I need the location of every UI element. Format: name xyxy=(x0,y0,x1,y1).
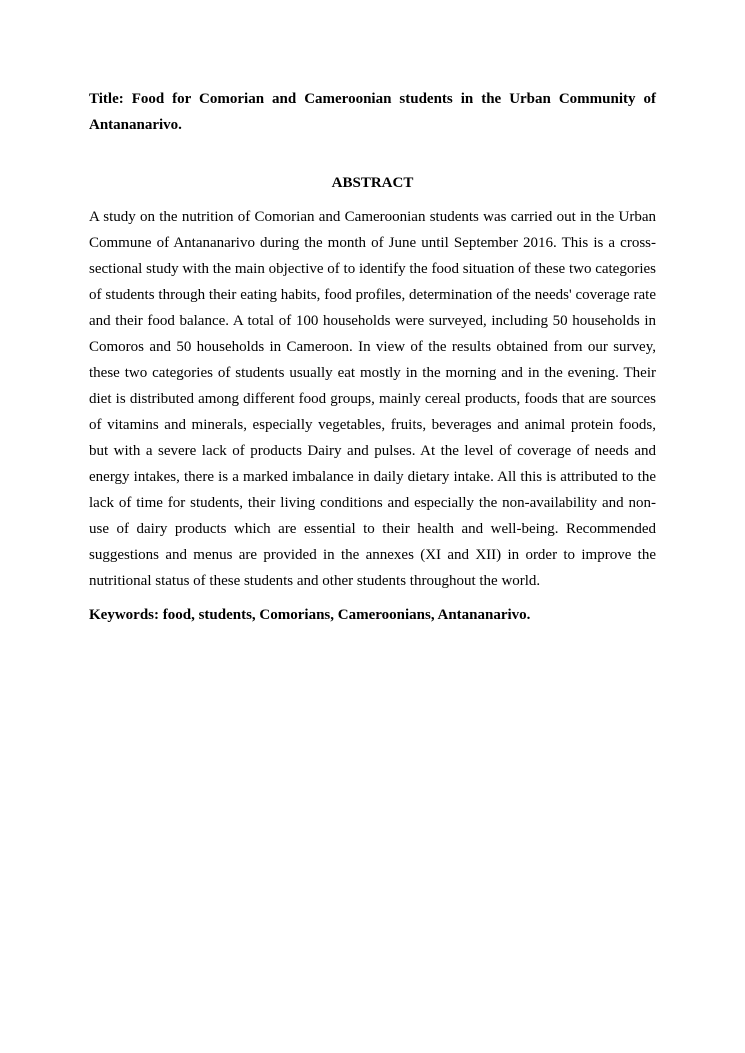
abstract-heading: ABSTRACT xyxy=(331,175,414,191)
keywords-line: Keywords: food, students, Comorians, Cameroonians, Antananarivo. xyxy=(89,607,531,623)
abstract-text: A study on the nutrition of Comorian and Cameroonian students was carried out in the Urban Commune of Antananarivo during the month of June until September 2016. This is a cross-sectional study with the main objective of to identify the food situation of these two categories of students through their eating habits, food profiles, determination of the needs' coverage rate and their food balance. A total of 100 households were surveyed, including 50 households in Comoros and 50 households in Cameroon. In view of the results obtained from our survey, these two categories of students usually eat mostly in the morning and in the evening. Their diet is distributed among different food groups, mainly cereal products, foods that are sources of vitamins and minerals, especially vegetables, fruits, beverages and animal protein foods, but with a severe lack of products Dairy and pulses. At the level of coverage of needs and energy intakes, there is a marked imbalance in daily dietary intake. All this is attributed to the lack of time for students, their living conditions and especially the non-availability and non-use of dairy products which are essential to their health and well-being. Recommended suggestions and menus are provided in the annexes (XI and XII) in order to improve the nutritional status of these students and other students throughout the world. xyxy=(89,209,656,589)
paper-title: Title: Food for Comorian and Cameroonian students in the Urban Community of Antananarivo. xyxy=(89,91,656,133)
